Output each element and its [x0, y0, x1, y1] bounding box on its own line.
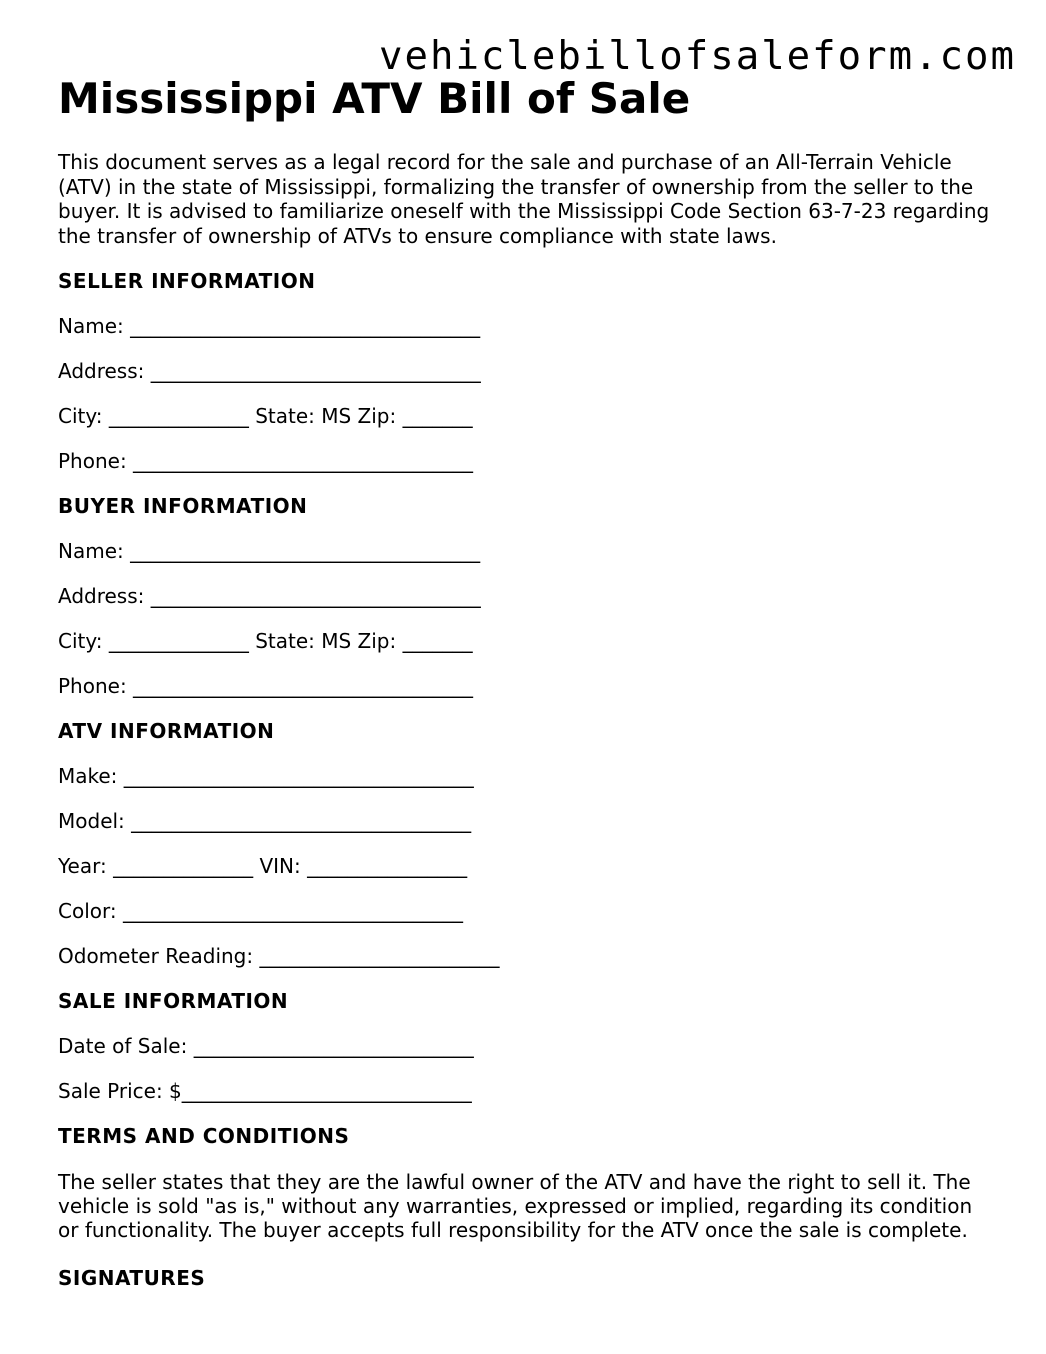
sale-price-field: Sale Price: $_____________________________	[58, 1079, 472, 1103]
seller-heading: SELLER INFORMATION	[58, 269, 316, 293]
terms-heading: TERMS AND CONDITIONS	[58, 1124, 350, 1148]
site-watermark: vehiclebillofsaleform.com	[379, 34, 1016, 79]
seller-name-field: Name: ___________________________________	[58, 314, 481, 338]
seller-address-field: Address: _________________________________	[58, 359, 481, 383]
signatures-heading: SIGNATURES	[58, 1266, 206, 1290]
seller-city-state-zip-field: City: ______________ State: MS Zip: _______	[58, 404, 473, 428]
document-title: Mississippi ATV Bill of Sale	[58, 74, 691, 123]
buyer-phone-field: Phone: __________________________________	[58, 674, 474, 698]
seller-phone-field: Phone: __________________________________	[58, 449, 474, 473]
buyer-city-state-zip-field: City: ______________ State: MS Zip: _______	[58, 629, 473, 653]
atv-section	[58, 718, 998, 988]
buyer-section	[58, 493, 998, 718]
atv-make-field: Make: ___________________________________	[58, 764, 474, 788]
buyer-heading: BUYER INFORMATION	[58, 494, 308, 518]
terms-section	[58, 1123, 998, 1265]
sale-section	[58, 988, 998, 1123]
buyer-address-field: Address: _________________________________	[58, 584, 481, 608]
atv-color-field: Color: __________________________________	[58, 899, 463, 923]
sale-heading: SALE INFORMATION	[58, 989, 289, 1013]
seller-section	[58, 268, 998, 493]
atv-model-field: Model: __________________________________	[58, 809, 472, 833]
sale-date-field: Date of Sale: ____________________________	[58, 1034, 474, 1058]
atv-odometer-field: Odometer Reading: ________________________	[58, 944, 500, 968]
atv-heading: ATV INFORMATION	[58, 719, 275, 743]
intro-paragraph: This document serves as a legal record for the sale and purchase of an All-Terrain Vehicle (ATV) in the state of Mississippi, formalizing the transfer of ownership from the seller to the buyer. It is advised to familiarize oneself with the Mississippi Code Section 63-7-23 regarding the transfer of ownership of ATVs to ensure compliance with state laws.	[58, 150, 990, 248]
signatures-section	[58, 1265, 998, 1310]
buyer-name-field: Name: ___________________________________	[58, 539, 481, 563]
form-sections	[58, 268, 998, 1310]
atv-year-vin-field: Year: ______________ VIN: ________________	[58, 854, 468, 878]
terms-text: The seller states that they are the lawful owner of the ATV and have the right to sell it. The vehicle is sold "as is," without any warranties, expressed or implied, regarding its condition or functionality. The buyer accepts full responsibility for the ATV once the sale is complete.	[58, 1170, 973, 1242]
